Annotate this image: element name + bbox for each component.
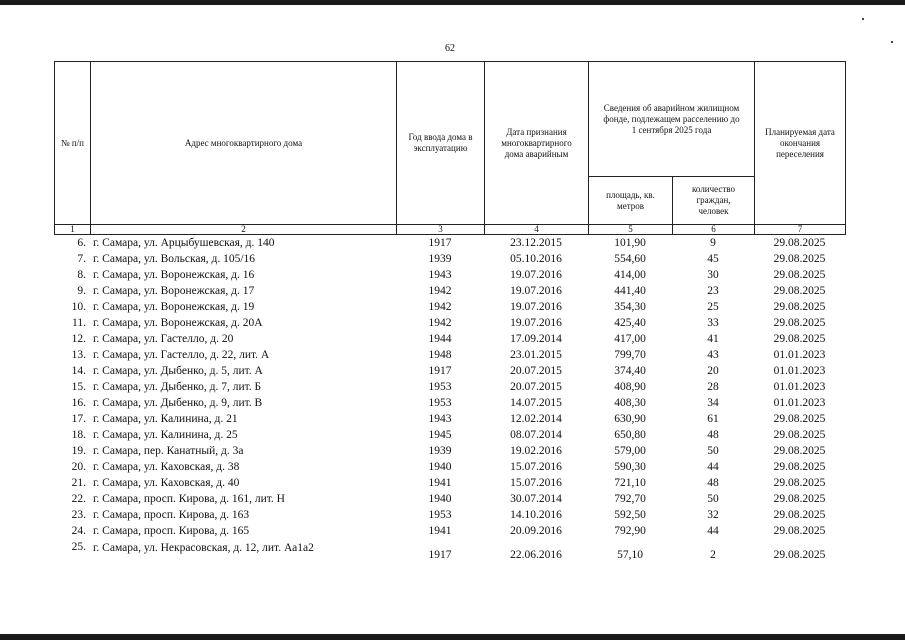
table-row [54, 300, 845, 316]
row-date: 19.02.2016 [510, 445, 562, 457]
row-area: 792,90 [614, 525, 646, 537]
row-address: г. Самара, ул. Воронежская, д. 19 [93, 301, 255, 313]
row-planned-date: 29.08.2025 [773, 445, 826, 457]
row-year: 1917 [428, 365, 452, 377]
row-area: 425,40 [614, 317, 646, 329]
table-row [54, 252, 845, 268]
row-people: 43 [707, 349, 719, 361]
table-row [54, 508, 845, 524]
table-row [54, 444, 845, 460]
row-planned-date: 01.01.2023 [773, 349, 826, 361]
row-date: 05.10.2016 [510, 253, 562, 265]
row-date: 20.09.2016 [510, 525, 562, 537]
row-planned-date: 29.08.2025 [773, 301, 826, 313]
row-planned-date: 29.08.2025 [773, 461, 826, 473]
row-date: 17.09.2014 [510, 333, 562, 345]
row-people: 30 [707, 269, 719, 281]
row-number: 22. [71, 493, 86, 505]
table-row [54, 236, 845, 252]
row-number: 13. [71, 349, 86, 361]
table-row [54, 396, 845, 412]
column-index: 5 [589, 225, 673, 235]
row-address: г. Самара, ул. Некрасовская, д. 12, лит. Аа1а2 [93, 542, 314, 554]
table-row [54, 492, 845, 508]
row-planned-date: 01.01.2023 [773, 397, 826, 409]
row-address: г. Самара, просп. Кирова, д. 161, лит. Н [93, 493, 285, 505]
row-date: 19.07.2016 [510, 317, 562, 329]
row-year: 1942 [428, 317, 452, 329]
row-address: г. Самара, ул. Гастелло, д. 20 [93, 333, 234, 345]
row-year: 1942 [428, 285, 452, 297]
row-date: 14.07.2015 [510, 397, 562, 409]
row-planned-date: 29.08.2025 [773, 285, 826, 297]
row-date: 19.07.2016 [510, 301, 562, 313]
row-date: 19.07.2016 [510, 285, 562, 297]
row-people: 45 [707, 253, 719, 265]
row-area: 721,10 [614, 477, 646, 489]
row-planned-date: 29.08.2025 [773, 525, 826, 537]
row-area: 101,90 [614, 237, 646, 249]
header-col-year: Год ввода дома в эксплуатацию [397, 62, 485, 225]
row-year: 1940 [428, 461, 452, 473]
row-address: г. Самара, просп. Кирова, д. 163 [93, 509, 250, 521]
row-number: 11. [72, 317, 86, 329]
row-date: 23.12.2015 [510, 237, 562, 249]
row-planned-date: 29.08.2025 [773, 253, 826, 265]
scan-top-border [0, 0, 905, 5]
row-planned-date: 29.08.2025 [773, 413, 826, 425]
row-number: 10. [71, 301, 86, 313]
page-number: 62 [445, 43, 455, 54]
row-area: 799,70 [614, 349, 646, 361]
table-row [54, 428, 845, 444]
row-area: 630,90 [614, 413, 646, 425]
row-planned-date: 29.08.2025 [773, 269, 826, 281]
table-body [54, 236, 845, 571]
row-number: 12. [71, 333, 86, 345]
row-planned-date: 29.08.2025 [773, 548, 826, 561]
scan-speck [891, 41, 893, 43]
row-people: 20 [707, 365, 719, 377]
row-people: 44 [707, 461, 719, 473]
row-date: 30.07.2014 [510, 493, 562, 505]
row-people: 50 [707, 493, 719, 505]
row-people: 48 [707, 429, 719, 441]
header-col-date: Дата признания многоквартирного дома аварийным [485, 62, 589, 225]
row-date: 20.07.2015 [510, 365, 562, 377]
row-date: 15.07.2016 [510, 477, 562, 489]
row-address: г. Самара, ул. Каховская, д. 38 [93, 461, 240, 473]
row-people: 28 [707, 381, 719, 393]
row-people: 9 [710, 237, 716, 249]
row-year: 1939 [428, 445, 452, 457]
scan-speck [862, 18, 864, 20]
row-area: 354,30 [614, 301, 646, 313]
header-col-address: Адрес многоквартирного дома [91, 62, 397, 225]
row-date: 20.07.2015 [510, 381, 562, 393]
table-row [54, 524, 845, 540]
row-year: 1953 [428, 509, 452, 521]
row-date: 15.07.2016 [510, 461, 562, 473]
row-address: г. Самара, ул. Воронежская, д. 17 [93, 285, 255, 297]
column-index: 1 [55, 225, 91, 235]
header-col-info: Сведения об аварийном жилищном фонде, подлежащем расселению до 1 сентября 2025 года [589, 62, 755, 177]
row-area: 650,80 [614, 429, 646, 441]
table-row [54, 380, 845, 396]
row-address: г. Самара, ул. Дыбенко, д. 5, лит. А [93, 365, 263, 377]
row-planned-date: 29.08.2025 [773, 237, 826, 249]
row-number: 18. [71, 429, 86, 441]
table-row [54, 284, 845, 300]
row-number: 17. [71, 413, 86, 425]
row-number: 16. [71, 397, 86, 409]
table-row [54, 348, 845, 364]
row-year: 1944 [428, 333, 452, 345]
row-people: 34 [707, 397, 719, 409]
row-address: г. Самара, ул. Арцыбушевская, д. 140 [93, 237, 275, 249]
row-year: 1943 [428, 269, 452, 281]
row-area: 554,60 [614, 253, 646, 265]
row-address: г. Самара, ул. Воронежская, д. 16 [93, 269, 255, 281]
table-header [54, 61, 846, 235]
row-people: 48 [707, 477, 719, 489]
table-row [54, 316, 845, 332]
row-address: г. Самара, просп. Кирова, д. 165 [93, 525, 250, 537]
row-number: 15. [71, 381, 86, 393]
column-index-row [55, 225, 846, 235]
row-year: 1953 [428, 397, 452, 409]
row-area: 408,30 [614, 397, 646, 409]
row-year: 1945 [428, 429, 452, 441]
row-planned-date: 29.08.2025 [773, 333, 826, 345]
row-planned-date: 01.01.2023 [773, 365, 826, 377]
row-number: 25. [71, 541, 86, 553]
row-date: 08.07.2014 [510, 429, 562, 441]
row-address: г. Самара, ул. Дыбенко, д. 7, лит. Б [93, 381, 262, 393]
row-year: 1941 [428, 477, 452, 489]
row-area: 579,00 [614, 445, 646, 457]
row-area: 57,10 [617, 548, 643, 561]
row-year: 1948 [428, 349, 452, 361]
row-area: 414,00 [614, 269, 646, 281]
row-people: 25 [707, 301, 719, 313]
row-number: 21. [71, 477, 86, 489]
row-people: 2 [710, 548, 716, 561]
header-col-area: площадь, кв. метров [589, 177, 673, 225]
row-address: г. Самара, ул. Каховская, д. 40 [93, 477, 240, 489]
row-people: 61 [707, 413, 719, 425]
header-col-num: № п/п [55, 62, 91, 225]
row-planned-date: 29.08.2025 [773, 429, 826, 441]
scan-bottom-border [0, 634, 905, 640]
row-number: 20. [71, 461, 86, 473]
column-index: 2 [91, 225, 397, 235]
table-row [54, 412, 845, 428]
row-number: 24. [71, 525, 86, 537]
row-year: 1942 [428, 301, 452, 313]
table-row [54, 476, 845, 492]
row-people: 23 [707, 285, 719, 297]
row-number: 14. [71, 365, 86, 377]
row-number: 8. [77, 269, 86, 281]
row-area: 592,50 [614, 509, 646, 521]
row-area: 408,90 [614, 381, 646, 393]
row-address: г. Самара, ул. Гастелло, д. 22, лит. А [93, 349, 270, 361]
row-number: 6. [77, 237, 86, 249]
row-number: 19. [71, 445, 86, 457]
row-year: 1940 [428, 493, 452, 505]
header-col-planned: Планируемая дата окончания переселения [755, 62, 846, 225]
row-planned-date: 29.08.2025 [773, 509, 826, 521]
row-year: 1917 [428, 237, 452, 249]
row-address: г. Самара, ул. Калинина, д. 25 [93, 429, 238, 441]
table-row [54, 268, 845, 284]
row-people: 44 [707, 525, 719, 537]
row-address: г. Самара, пер. Канатный, д. 3а [93, 445, 244, 457]
row-area: 417,00 [614, 333, 646, 345]
row-date: 12.02.2014 [510, 413, 562, 425]
row-area: 590,30 [614, 461, 646, 473]
row-number: 7. [77, 253, 86, 265]
row-people: 41 [707, 333, 719, 345]
row-number: 9. [77, 285, 86, 297]
column-index: 3 [397, 225, 485, 235]
row-year: 1943 [428, 413, 452, 425]
row-address: г. Самара, ул. Вольская, д. 105/16 [93, 253, 256, 265]
row-area: 441,40 [614, 285, 646, 297]
row-date: 23.01.2015 [510, 349, 562, 361]
row-planned-date: 29.08.2025 [773, 493, 826, 505]
row-date: 19.07.2016 [510, 269, 562, 281]
row-date: 22.06.2016 [510, 548, 562, 561]
table-row [54, 460, 845, 476]
row-number: 23. [71, 509, 86, 521]
row-people: 33 [707, 317, 719, 329]
row-year: 1953 [428, 381, 452, 393]
table-row [54, 332, 845, 348]
row-address: г. Самара, ул. Калинина, д. 21 [93, 413, 238, 425]
row-area: 792,70 [614, 493, 646, 505]
row-address: г. Самара, ул. Воронежская, д. 20А [93, 317, 263, 329]
row-year: 1941 [428, 525, 452, 537]
column-index: 4 [485, 225, 589, 235]
row-date: 14.10.2016 [510, 509, 562, 521]
row-address: г. Самара, ул. Дыбенко, д. 9, лит. В [93, 397, 263, 409]
row-planned-date: 29.08.2025 [773, 477, 826, 489]
table-row [54, 540, 845, 571]
row-year: 1939 [428, 253, 452, 265]
column-index: 7 [755, 225, 846, 235]
row-area: 374,40 [614, 365, 646, 377]
row-planned-date: 01.01.2023 [773, 381, 826, 393]
header-col-people: количество граждан, человек [673, 177, 755, 225]
table-row [54, 364, 845, 380]
row-year: 1917 [428, 548, 452, 561]
row-people: 50 [707, 445, 719, 457]
column-index: 6 [673, 225, 755, 235]
row-planned-date: 29.08.2025 [773, 317, 826, 329]
row-people: 32 [707, 509, 719, 521]
